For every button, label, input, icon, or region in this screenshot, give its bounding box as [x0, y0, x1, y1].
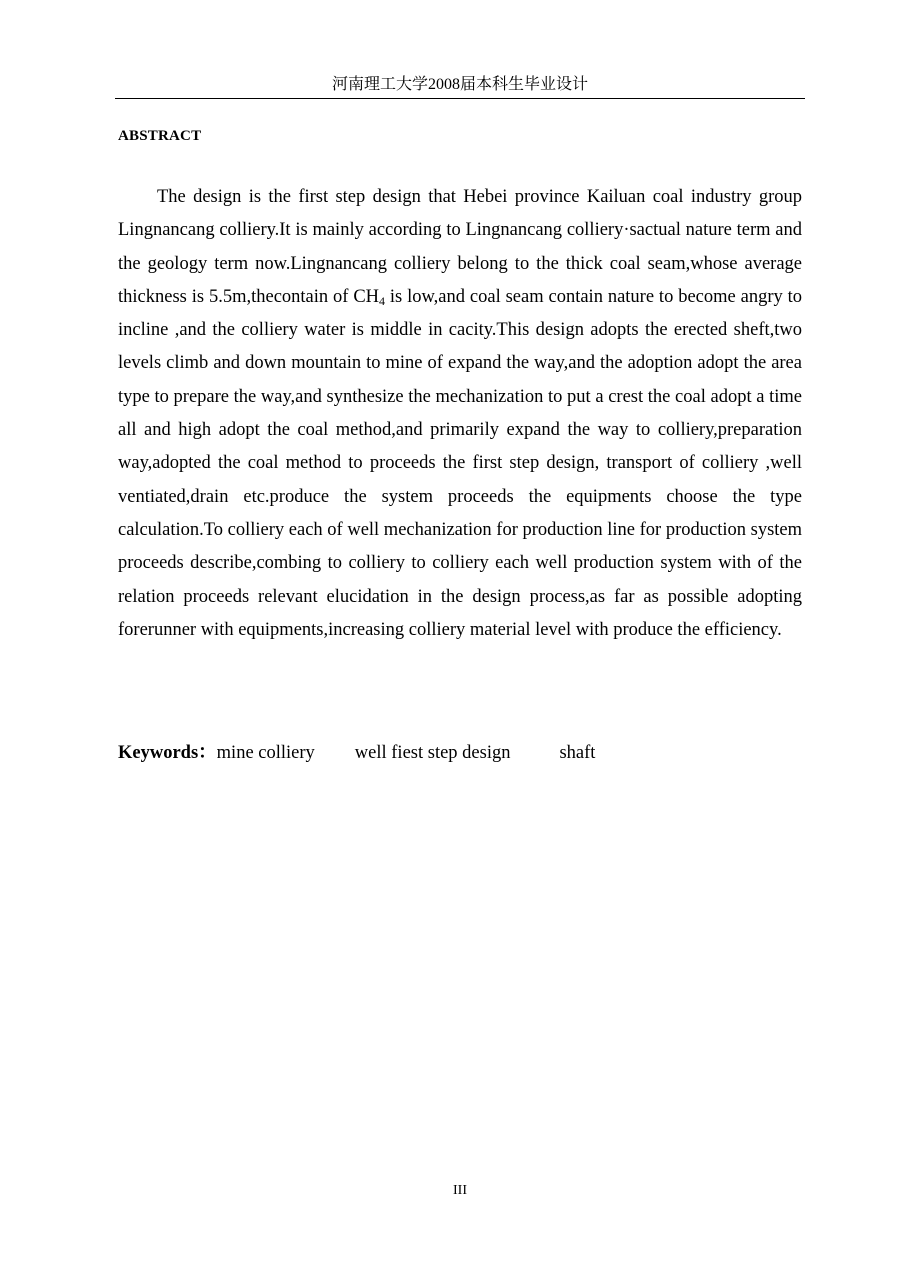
ch4-subscript: 4 — [379, 293, 386, 308]
abstract-text-part-2: is low,and coal seam contain nature to become angry to incline ,and the colliery water is middle in cacity.This design adopts the erected sheft,two levels climb and down mountain to mine of expand the way,and the adoption adopt the area type to prepare the way,and synthesize the mechanization to put a crest the coal adopt a time all and high adopt the coal method,and primarily expand the way to colliery,preparation way,adopted the coal method to proceeds the first step design, transport of colliery ,well ventiated,drain etc.produce the system proceeds the equipments choose the type calculation.To colliery each of well mechanization for production line for production system proceeds describe,combing to colliery to colliery each well production system with of the relation proceeds relevant elucidation in the design process,as far as possible adopting forerunner with equipments,increasing colliery material level with produce the efficiency. — [118, 286, 803, 640]
abstract-heading: ABSTRACT — [118, 128, 202, 144]
abstract-text-part-1: The design is the first step design that Hebei province Kailuan coal industry group Lingnancang colliery.It is mainly according to Lingnancang colliery·sactual nature term and the geology term now.Lingnancang colliery belong to the thick coal seam,whose average thickness is 5.5m,thecontain of CH — [118, 187, 802, 307]
page-header — [115, 72, 805, 99]
page-number: III — [453, 1183, 467, 1198]
keywords-label: Keywords： — [118, 743, 217, 763]
keyword-item: mine colliery — [216, 743, 315, 763]
keyword-item: shaft — [559, 743, 596, 763]
keyword-item: well fiest step design — [354, 743, 511, 763]
header-title: 河南理工大学2008届本科生毕业设计 — [331, 76, 588, 93]
keywords-line — [118, 738, 595, 768]
abstract-body — [118, 181, 802, 647]
